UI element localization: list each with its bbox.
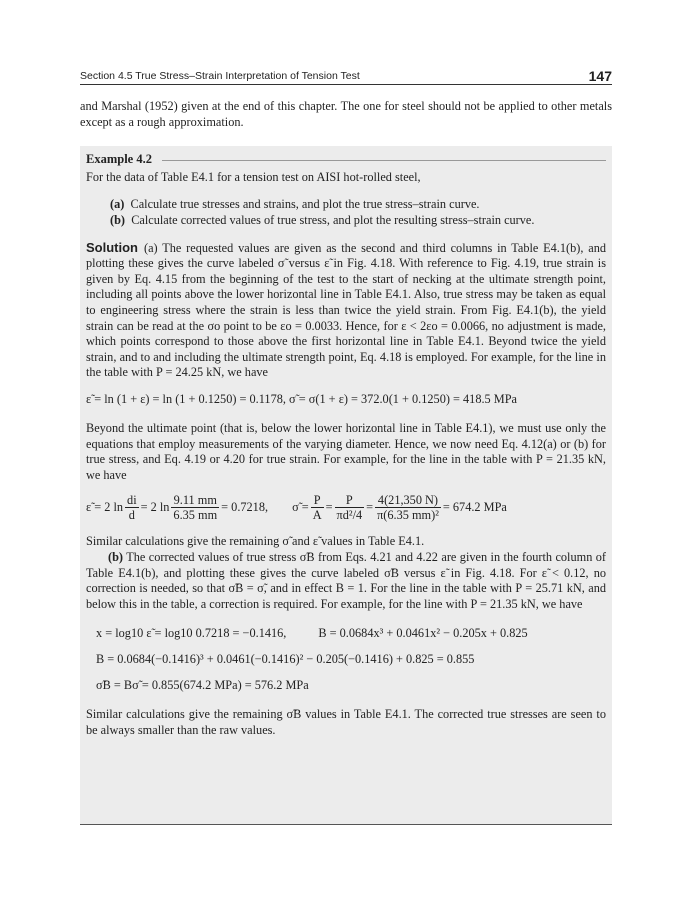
eq2-equals-1: = xyxy=(325,500,333,515)
eq2-result-1: = 0.7218, xyxy=(221,500,269,515)
header-rule xyxy=(80,84,612,85)
equation-2 xyxy=(86,493,606,522)
heading-rule xyxy=(162,160,606,161)
frac5-num: 4(21,350 N) xyxy=(375,493,441,508)
frac2-num: 9.11 mm xyxy=(171,493,219,508)
frac3-num: P xyxy=(311,493,324,508)
example-box xyxy=(80,146,612,824)
item-b-label: (b) xyxy=(110,212,126,227)
example-title: Example 4.2 xyxy=(86,152,152,166)
equation-3 xyxy=(86,626,606,641)
solution-text-a: The requested values are given as the second and third columns in Table E4.1(b), and plotting these gives the curve labeled σ̃ versus ε̃ in Fig. 4.18. With reference to Fig. 4.19, true strain is given by Eq. 4.15 from the beginning of the test to the start of necking at the ultimate strength point, including all points above the lower horizontal line in Table E4.1. Also, true stress may be taken as equal to engineering stress where the strain is less than twice the yield strain. From Fig. E4.1(b), the yield strain can be read at the σo point to be εo = 0.0033. Hence, for ε < 2εo = 0.0066, no adjustment is made, which points correspond to those above the first horizontal line in Table E4.1. Beyond twice the yield strain, and to and including the ultimate strength point, Eq. 4.18 is employed. For example, for the line in the table with P = 24.25 kN, we have xyxy=(86,240,606,380)
item-a-text: Calculate true stresses and strains, and plot the true stress–strain curve. xyxy=(130,196,480,211)
running-head-title: Section 4.5 True Stress–Strain Interpretation of Tension Test xyxy=(80,70,360,82)
frac3-den: A xyxy=(312,508,322,523)
solution-paragraph-2: Beyond the ultimate point (that is, below the lower horizontal line in Table E4.1), we must use only the equations that employ measurements of the varying diameter. Hence, we now need Eq. 4.12(a) or (b) for true stress, and Eq. 4.19 or 4.20 for true strain. For example, for the line in the table with P = 21.35 kN, we have xyxy=(86,420,606,482)
page-number: 147 xyxy=(588,68,612,84)
solution-paragraph-a xyxy=(86,240,606,381)
eq2-lhs: ε̃ = 2 ln xyxy=(86,500,124,515)
example-heading xyxy=(86,152,606,167)
item-b-text: Calculate corrected values of true stress, and plot the resulting stress–strain curve. xyxy=(131,212,535,227)
equation-4: B = 0.0684(−0.1416)³ + 0.0461(−0.1416)² − 0.205(−0.1416) + 0.825 = 0.855 xyxy=(96,652,475,667)
frac4-num: P xyxy=(335,493,365,508)
fraction-p-area xyxy=(335,493,365,522)
eq3-b-poly: B = 0.0684x³ + 0.0461x² − 0.205x + 0.825 xyxy=(318,626,528,641)
eq2-result-2: = 674.2 MPa xyxy=(442,500,507,515)
eq3-log: x = log10 ε̃ = log10 0.7218 = −0.1416, xyxy=(96,626,287,641)
solution-paragraph-5: Similar calculations give the remaining σ̃B values in Table E4.1. The corrected true stresses are seen to be always smaller than the raw values. xyxy=(86,707,606,737)
solution-paragraph-b xyxy=(86,550,606,612)
part-b-label: (b) xyxy=(108,549,124,564)
eq2-mid: = 2 ln xyxy=(140,500,170,515)
running-header xyxy=(80,66,612,84)
example-statement: For the data of Table E4.1 for a tension test on AISI hot-rolled steel, xyxy=(86,170,421,184)
frac4-den: πd²/4 xyxy=(336,508,363,523)
item-b xyxy=(110,212,606,228)
frac5-den: π(6.35 mm)² xyxy=(377,508,439,523)
solution-text-b: The corrected values of true stress σ̃B from Eqs. 4.21 and 4.22 are given in the fourth column of Table E4.1(b), and plotting these gives the curve labeled σ̃B versus ε̃ in Fig. 4.18. For ε̃ < 0.12, no correction is needed, so that σ̃B = σ̃, and in effect B = 1. For the line in the table with P = 25.71 kN, and below this in the table, a correction is required. For example, for the line with P = 21.35 kN, we have xyxy=(86,549,607,611)
fraction-di-d xyxy=(125,493,139,522)
equation-5: σ̃B = Bσ̃ = 0.855(674.2 MPa) = 576.2 MPa xyxy=(96,678,309,693)
intro-paragraph: and Marshal (1952) given at the end of this chapter. The one for steel should not be applied to other metals except as a rough approximation. xyxy=(80,99,612,129)
box-bottom-rule xyxy=(80,824,612,825)
frac1-den: d xyxy=(128,508,135,523)
item-a xyxy=(110,196,606,212)
solution-label: Solution xyxy=(86,239,138,255)
part-a-label: (a) xyxy=(144,240,158,255)
equation-1: ε̃ = ln (1 + ε) = ln (1 + 0.1250) = 0.1178, σ̃ = σ(1 + ε) = 372.0(1 + 0.1250) = 418.5 MPa xyxy=(86,391,517,406)
fraction-p-a xyxy=(311,493,324,522)
eq2-equals-2: = xyxy=(366,500,374,515)
eq2-sigma: σ̃ = xyxy=(292,500,309,515)
frac1-num: di xyxy=(127,493,137,508)
fraction-diameters xyxy=(171,493,219,522)
frac2-den: 6.35 mm xyxy=(173,508,218,523)
fraction-numeric xyxy=(375,493,441,522)
example-items xyxy=(86,196,606,228)
item-a-label: (a) xyxy=(110,196,125,211)
solution-paragraph-3: Similar calculations give the remaining σ̃ and ε̃ values in Table E4.1. xyxy=(86,534,425,549)
